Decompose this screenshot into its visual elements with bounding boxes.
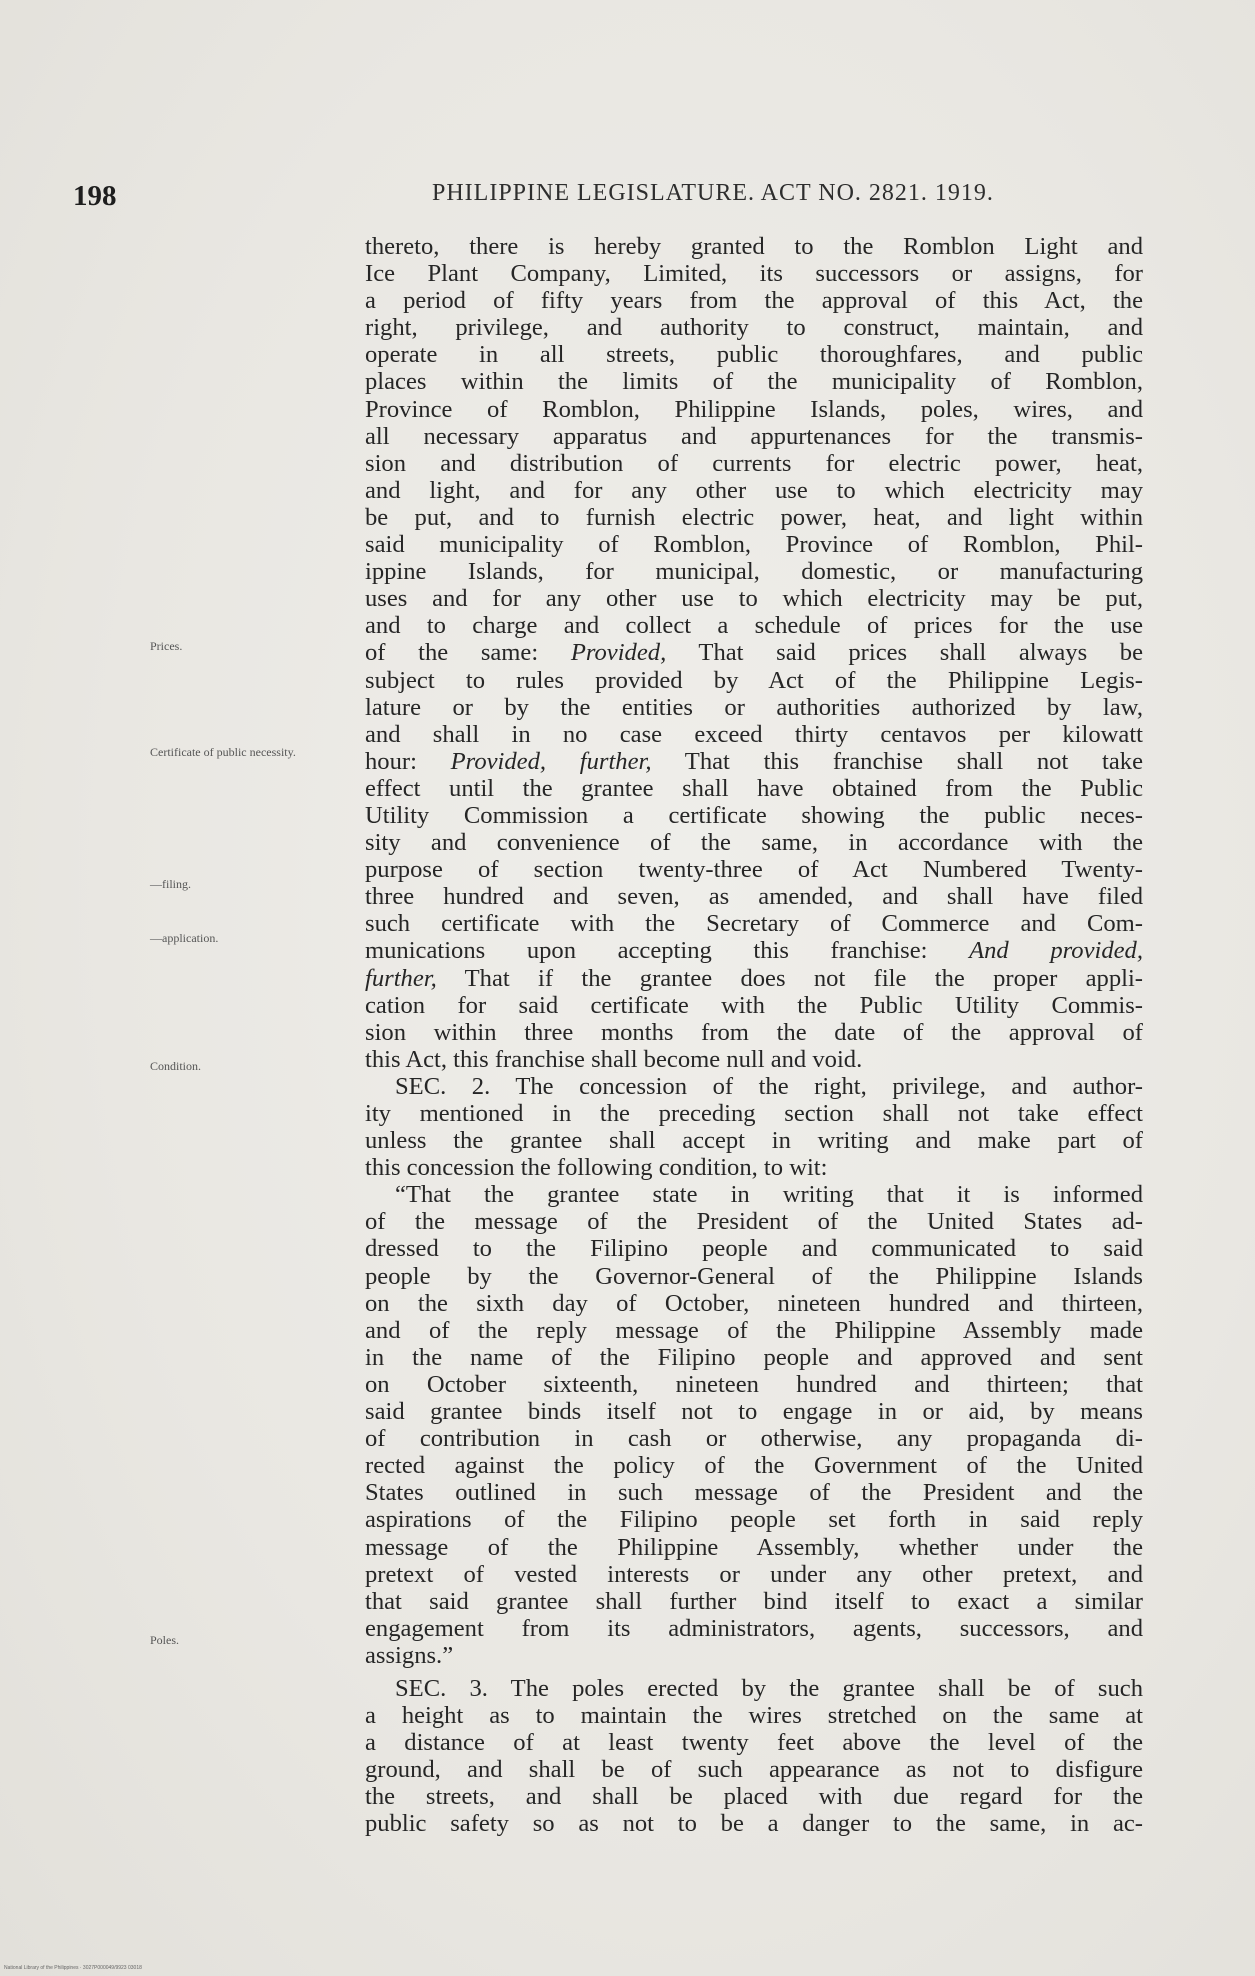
text-line: said municipality of Romblon, Province of Romblon, Phil- [365,531,1143,559]
text-line: this concession the following condition, to wit: [365,1154,828,1182]
text-line: a height as to maintain the wires stretched on the same at [365,1702,1143,1730]
running-head: PHILIPPINE LEGISLATURE. ACT NO. 2821. 1919. [432,180,994,206]
text-line: and shall in no case exceed thirty centavos per kilowatt [365,720,1143,748]
page-number: 198 [73,180,117,212]
text-run: munications upon accepting this franchise: [365,937,970,965]
text-line: SEC. 3. The poles erected by the grantee shall be of such [395,1674,1143,1702]
text-run: That said prices shall always be [666,639,1143,667]
margin-note-condition: Condition. [150,1059,202,1073]
italic-run: further, [365,964,437,992]
text-line: Province of Romblon, Philippine Islands, poles, wires, and [365,395,1143,423]
text-line: unless the grantee shall accept in writing and make part of [365,1127,1143,1155]
text-line: all necessary apparatus and appurtenances for the transmis- [365,422,1143,450]
text-line: sion and distribution of currents for electric power, heat, [365,449,1143,477]
text-line: uses and for any other use to which electricity may be put, [365,585,1143,613]
text-line: engagement from its administrators, agents, successors, and [365,1614,1143,1642]
text-line: operate in all streets, public thoroughfares, and public [365,341,1143,369]
text-line: ity mentioned in the preceding section shall not take effect [365,1100,1143,1127]
text-line: subject to rules provided by Act of the Philippine Legis- [365,666,1143,694]
text-run: of the same: [365,639,571,667]
text-line: in the name of the Filipino people and approved and sent [365,1343,1143,1371]
text-line: “That the grantee state in writing that it is informed [395,1181,1143,1209]
italic-run: Provided, [570,639,667,667]
text-line: this Act, this franchise shall become null and void. [365,1045,863,1073]
text-line: be put, and to furnish electric power, heat, and light within [365,503,1143,531]
text-line: a distance of at least twenty feet above the level of the [365,1729,1143,1757]
text-line: dressed to the Filipino people and communicated to said [365,1235,1143,1263]
text-line: effect until the grantee shall have obtained from the Public [365,774,1143,802]
text-line: thereto, there is hereby granted to the Romblon Light and [365,233,1143,260]
text-line: places within the limits of the municipality of Romblon, [365,368,1143,396]
text-line: on the sixth day of October, nineteen hundred and thirteen, [365,1289,1143,1317]
text-line: and of the reply message of the Philippine Assembly made [365,1316,1143,1344]
text-line: ippine Islands, for municipal, domestic, or manufacturing [365,558,1143,586]
text-line: sity and convenience of the same, in accordance with the [365,829,1143,857]
text-line: message of the Philippine Assembly, whether under the [365,1533,1143,1561]
italic-run: And provided, [969,937,1143,965]
text-line: and to charge and collect a schedule of prices for the use [365,612,1143,640]
text-line: purpose of section twenty-three of Act Numbered Twenty- [365,856,1143,884]
text-line: the streets, and shall be placed with due regard for the [365,1783,1143,1811]
text-line: that said grantee shall further bind itself to exact a similar [365,1587,1143,1615]
text-line: said grantee binds itself not to engage in or aid, by means [365,1398,1143,1426]
text-line: rected against the policy of the Government of the United [365,1452,1143,1480]
text-line: of contribution in cash or otherwise, any propaganda di- [365,1425,1143,1453]
scan-footer: National Library of the Philippines · 3027P000049/9923 03018 [4,1965,142,1971]
text-line: States outlined in such message of the President and the [365,1479,1143,1507]
text-run: That this franchise shall not take [651,747,1143,775]
text-line: aspirations of the Filipino people set forth in said reply [365,1506,1143,1534]
text-run: That if the grantee does not file the proper appli- [436,964,1143,992]
margin-note-poles: Poles. [150,1633,180,1647]
text-line: people by the Governor-General of the Philippine Islands [365,1262,1143,1290]
text-line: Ice Plant Company, Limited, its successors or assigns, for [365,260,1143,288]
text-line: cation for said certificate with the Public Utility Commis- [365,991,1143,1019]
margin-note-certificate: Certificate of public necessity. [150,745,296,759]
text-line: of the message of the President of the United States ad- [365,1208,1143,1236]
text-line: ground, and shall be of such appearance as not to disfigure [365,1756,1143,1784]
italic-run: Provided, further, [450,747,652,775]
text-line: lature or by the entities or authorities authorized by law, [365,693,1143,721]
text-line: right, privilege, and authority to construct, maintain, and [365,314,1143,342]
text-line: sion within three months from the date of the approval of [365,1018,1143,1046]
text-line: such certificate with the Secretary of Commerce and Com- [365,910,1143,938]
margin-note-prices: Prices. [150,639,183,653]
text-line [365,639,1143,666]
text-line: pretext of vested interests or under any other pretext, and [365,1560,1143,1588]
text-line: SEC. 2. The concession of the right, privilege, and author- [395,1072,1143,1100]
margin-note-application: —application. [150,931,219,945]
text-line [365,937,1143,964]
text-line: Utility Commission a certificate showing the public neces- [365,801,1143,829]
margin-note-filing: —filing. [150,877,191,891]
text-line: a period of fifty years from the approval of this Act, the [365,287,1143,315]
text-line [365,748,1143,775]
text-line: assigns.” [365,1641,454,1669]
text-line [365,965,1143,992]
body-text [365,233,1143,1838]
text-line: public safety so as not to be a danger to the same, in ac- [365,1810,1143,1838]
text-line: three hundred and seven, as amended, and shall have filed [365,883,1143,911]
text-run: hour: [365,747,451,775]
text-line: and light, and for any other use to which electricity may [365,476,1143,504]
text-line: on October sixteenth, nineteen hundred and thirteen; that [365,1370,1143,1398]
